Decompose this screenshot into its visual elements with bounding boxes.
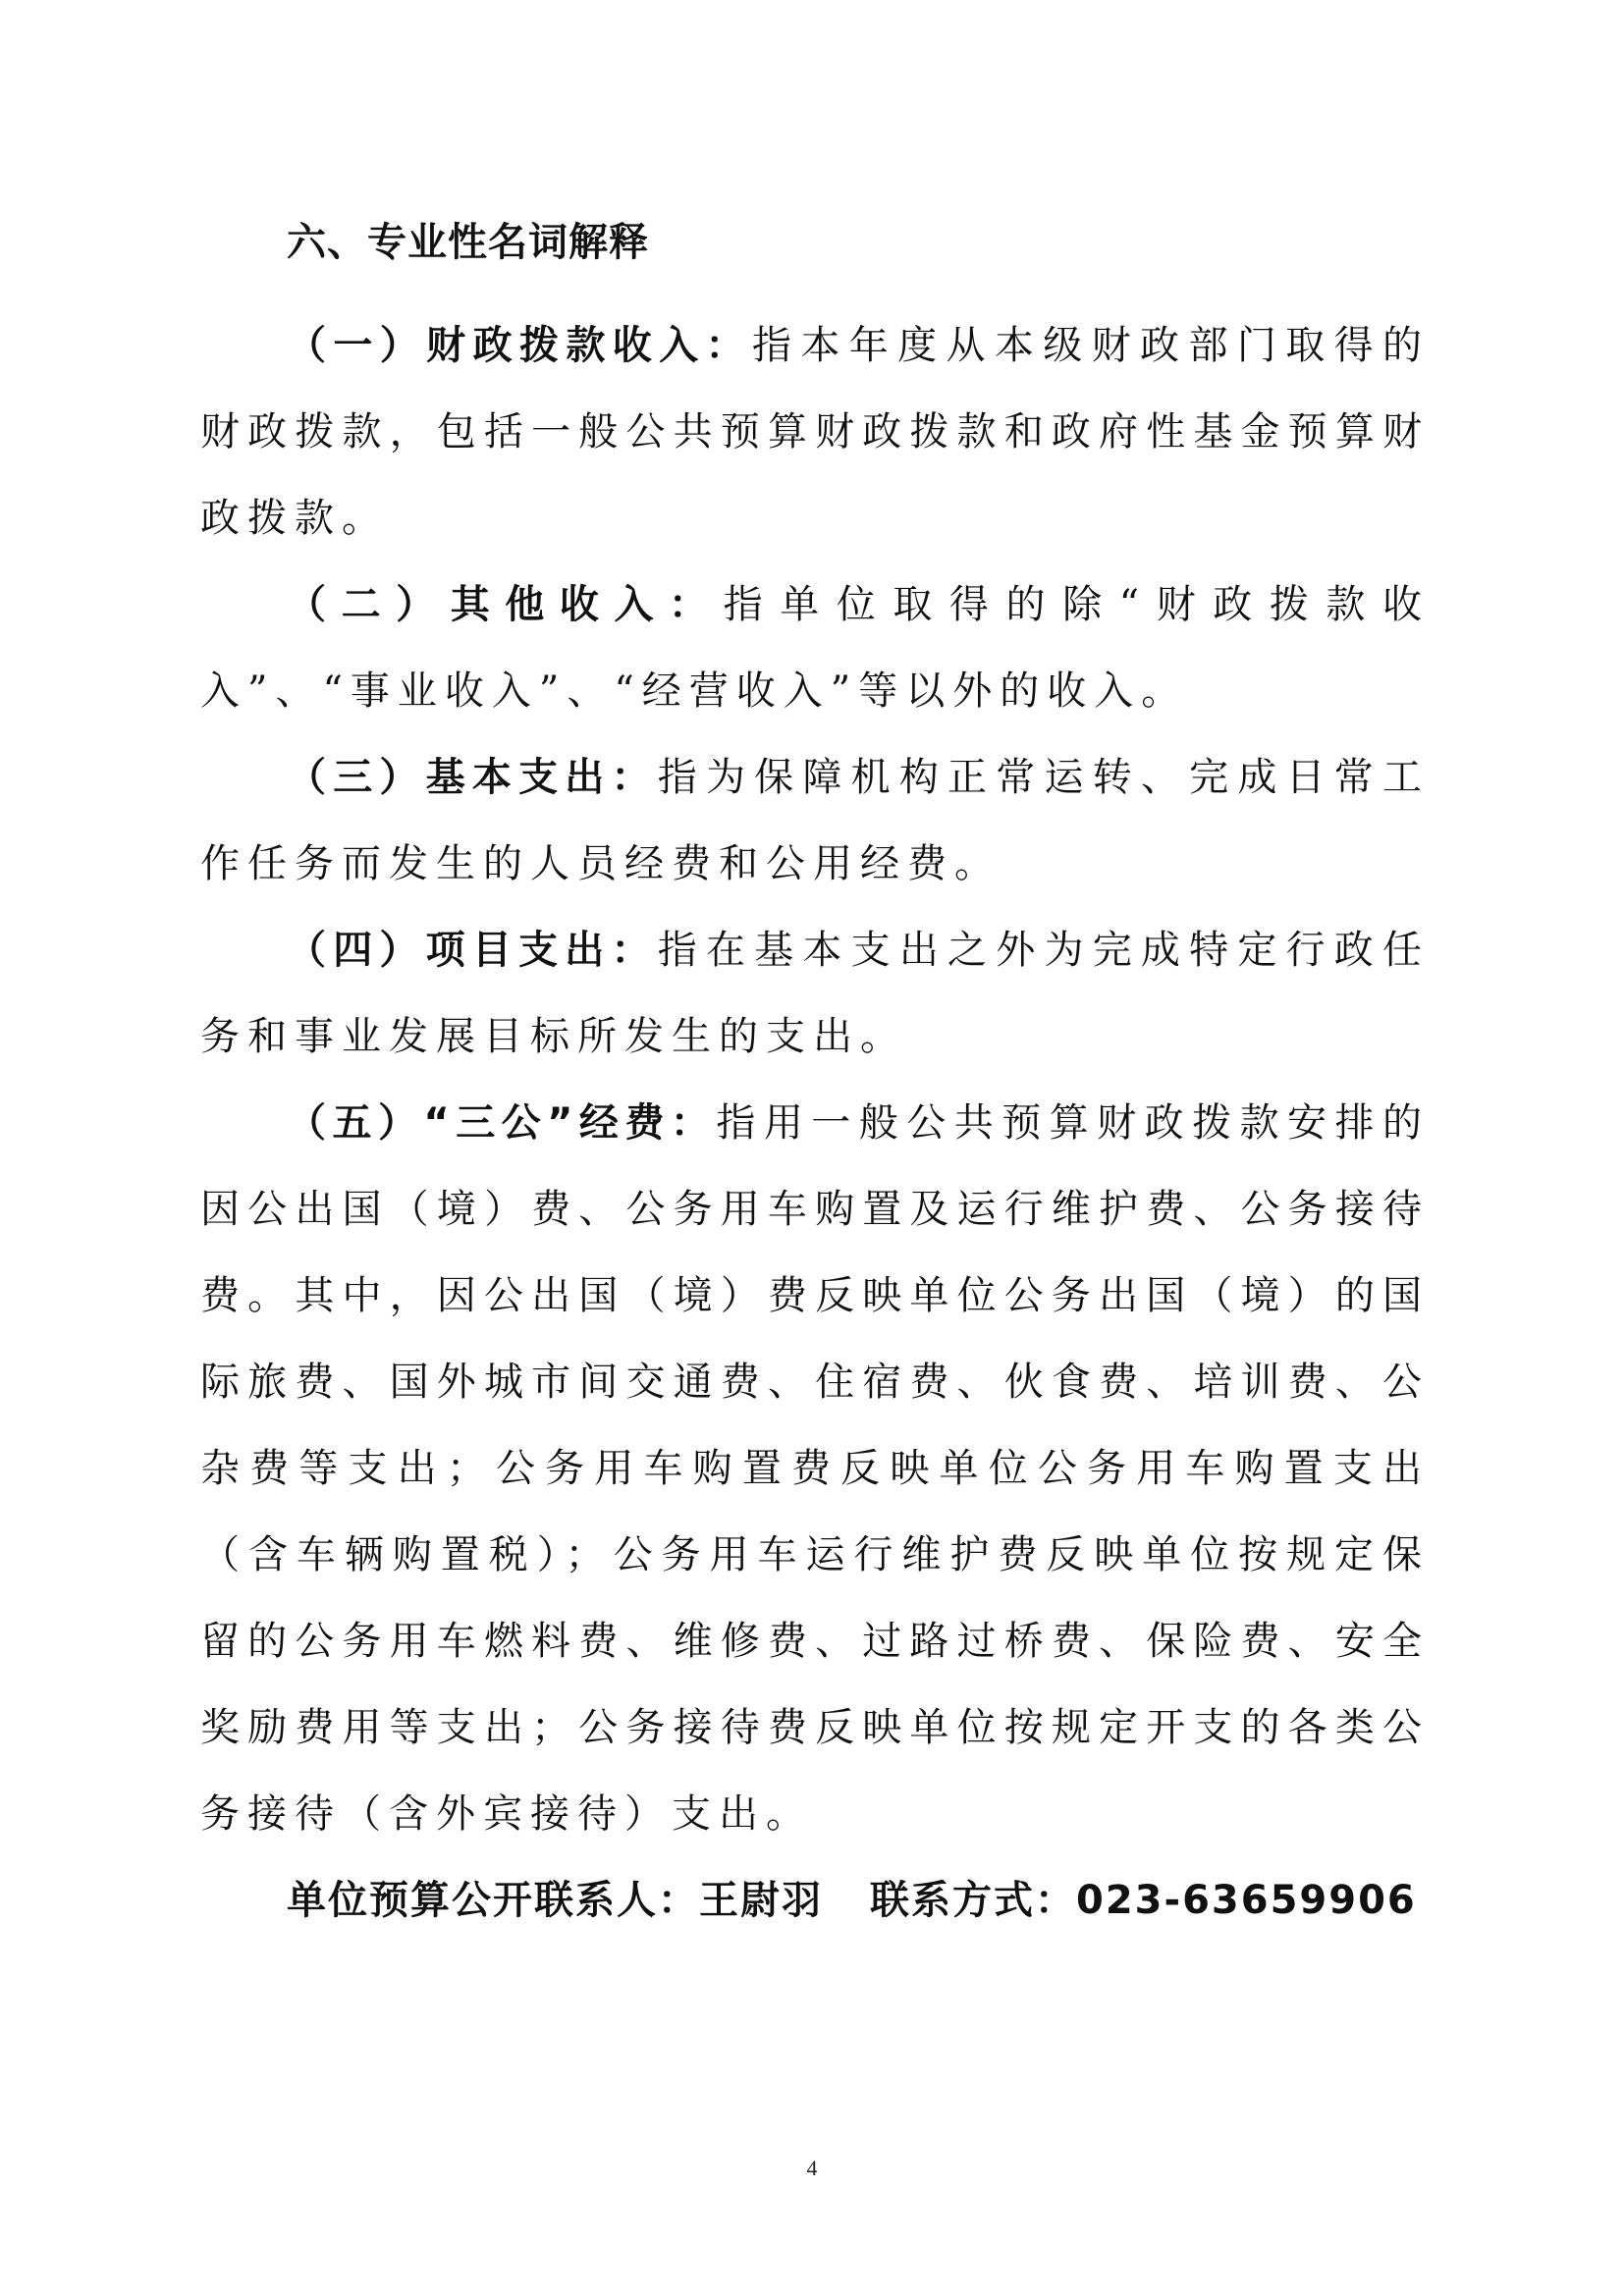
definition-term: （五）“三公”经费： <box>287 1100 717 1146</box>
definition-text: 指为保障机构正常运转、完成日常工作任务而发生的人员经费和公用经费。 <box>200 755 1431 886</box>
definition-text: 指在基本支出之外为完成特定行政任务和事业发展目标所发生的支出。 <box>200 928 1431 1059</box>
definition-3 <box>200 734 1430 907</box>
definition-text: 指用一般公共预算财政拨款安排的因公出国（境）费、公务用车购置及运行维护费、公务接待费。其中，因公出国（境）费反映单位公务出国（境）的国际旅费、国外城市间交通费、住宿费、伙食费、培训费、公杂费等支出；公务用车购置费反映单位公务用车购置支出（含车辆购置税）；公务用车运行维护费反映单位按规定保留的公务用车燃料费、维修费、过路过桥费、保险费、安全奖励费用等支出；公务接待费反映单位按规定开支的各类公务接待（含外宾接待）支出。 <box>200 1100 1431 1837</box>
contact-phone: 联系方式：023-63659906 <box>870 1878 1417 1923</box>
definition-term: （二）其他收入： <box>287 582 724 627</box>
page-number: 4 <box>806 2156 818 2180</box>
definition-5 <box>200 1080 1430 1857</box>
definition-term: （四）项目支出： <box>287 928 658 973</box>
definition-text: 指本年度从本级财政部门取得的财政拨款，包括一般公共预算财政拨款和政府性基金预算财政拨款。 <box>200 323 1431 541</box>
definition-4 <box>200 907 1430 1080</box>
document-body <box>200 218 1430 1944</box>
section-heading: 六、专业性名词解释 <box>287 220 649 265</box>
definition-term: （三）基本支出： <box>287 755 658 800</box>
definition-1 <box>200 302 1430 561</box>
definition-term: （一）财政拨款收入： <box>287 323 752 368</box>
contact-person: 单位预算公开联系人：王尉羽 <box>287 1878 823 1923</box>
definition-2 <box>200 561 1430 734</box>
contact-line <box>287 1857 1430 1944</box>
definition-text: 指单位取得的除“财政拨款收入”、“事业收入”、“经营收入”等以外的收入。 <box>200 582 1431 714</box>
